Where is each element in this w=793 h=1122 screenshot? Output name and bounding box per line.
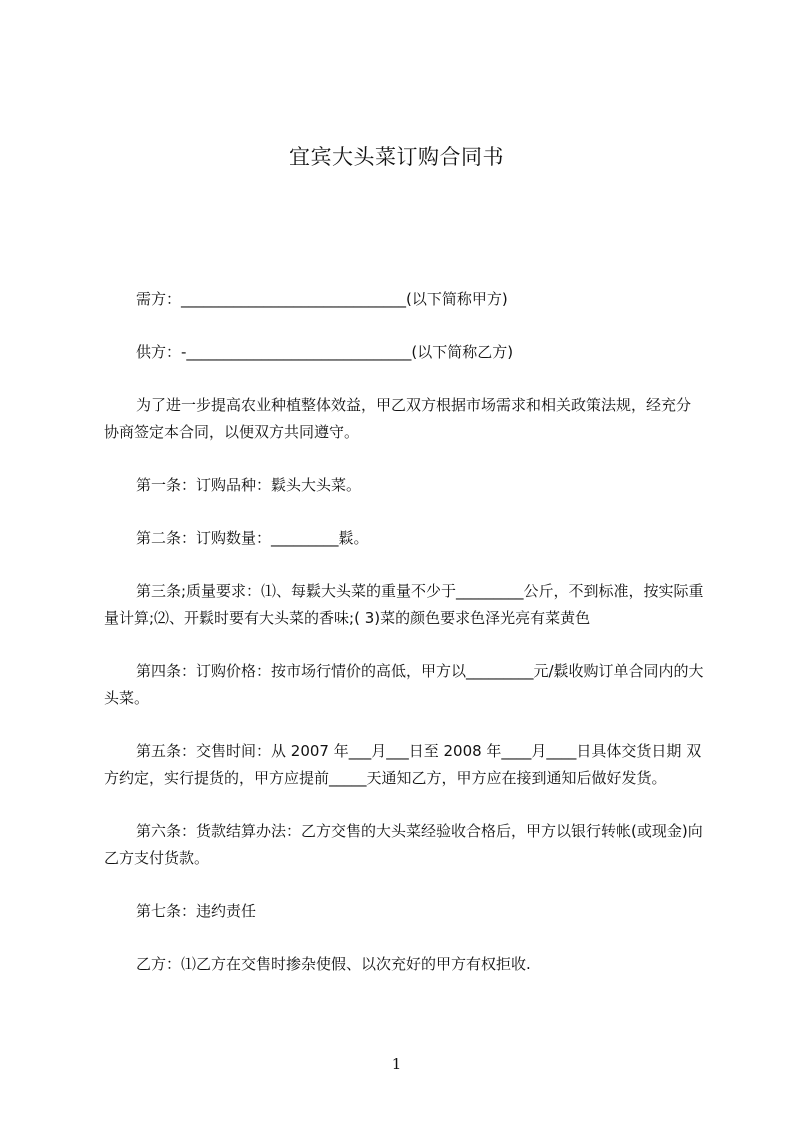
clause-article-1: 第一条：订购品种：鬏头大头菜。 <box>136 476 362 494</box>
clause-article-2: 第二条：订购数量：_________鬏。 <box>136 529 369 547</box>
document-body <box>104 286 704 978</box>
clause-buyer: 需方：______________________________(以下简称甲方) <box>136 290 508 308</box>
clause-article-4: 第四条：订购价格：按市场行情价的高低，甲方以_________元/鬏收购订单合同内的大头菜。 <box>104 662 704 707</box>
document-title: 宜宾大头菜订购合同书 <box>289 145 504 169</box>
page-number: 1 <box>391 1055 402 1073</box>
clause-article-5: 第五条：交售时间：从 2007 年___月___日至 2008 年____月____日具体交货日期 双方约定，实行提货的，甲方应提前_____天通知乙方，甲方应在接到通知后做好发货。 <box>104 742 702 787</box>
clause-article-3: 第三条;质量要求：⑴、每鬏大头菜的重量不少于_________公斤，不到标准，按实际重量计算;⑵、开鬏时要有大头菜的香味;( 3)菜的颜色要求色泽光亮有菜黄色 <box>104 582 704 627</box>
clause-article-7: 第七条：违约责任 <box>136 902 257 920</box>
clause-preamble: 为了进一步提高农业种植整体效益，甲乙双方根据市场需求和相关政策法规，经充分协商签定本合同，以便双方共同遵守。 <box>104 396 692 441</box>
clause-supplier: 供方：-______________________________(以下简称乙方) <box>136 343 514 361</box>
clause-article-6: 第六条：货款结算办法：乙方交售的大头菜经验收合格后，甲方以银行转帐(或现金)向乙方支付货款。 <box>104 822 703 867</box>
clause-supplier-liability: 乙方：⑴乙方在交售时掺杂使假、以次充好的甲方有权拒收. <box>136 955 531 973</box>
